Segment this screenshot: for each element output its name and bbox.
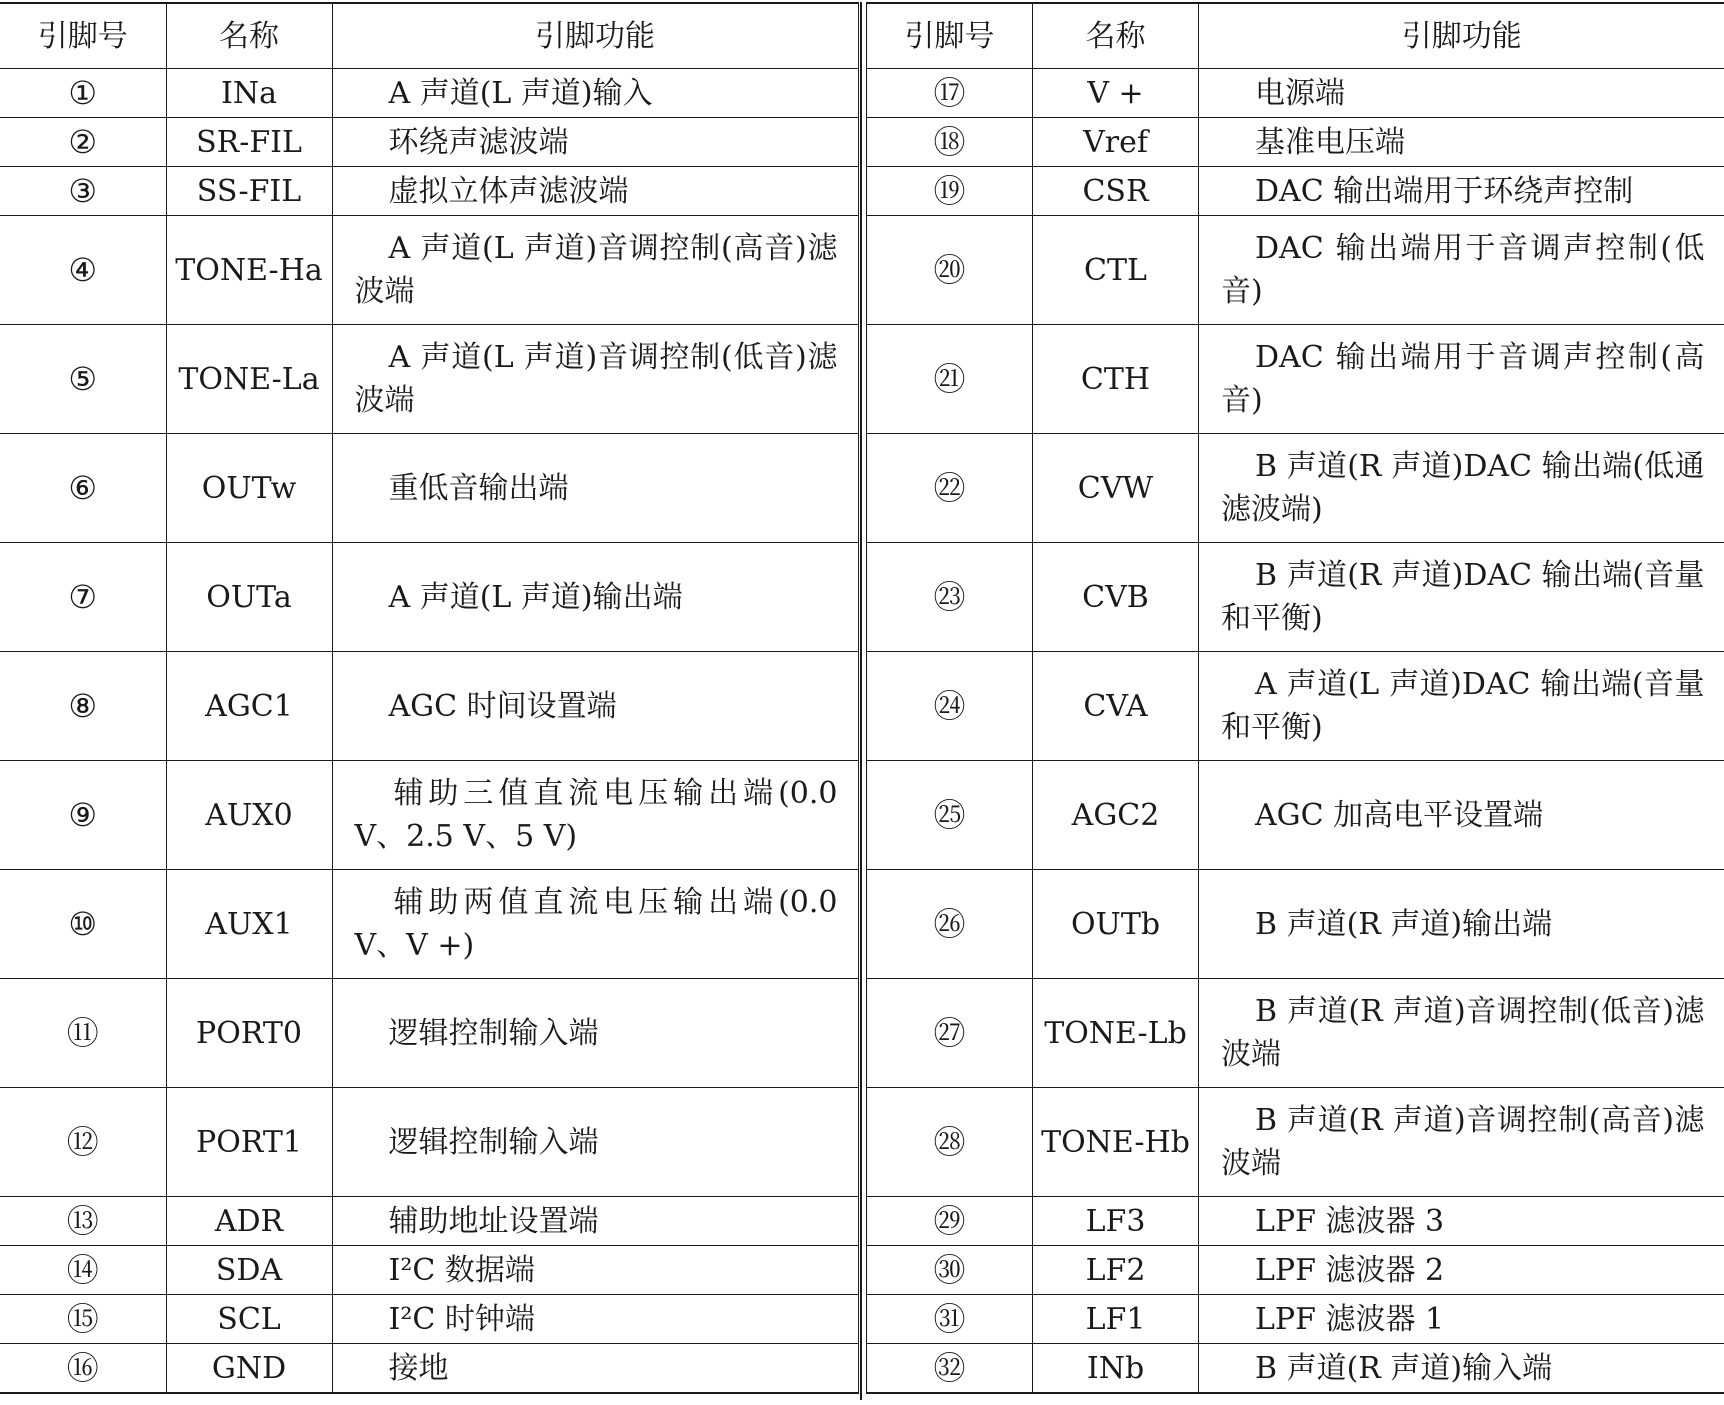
pin-function-text: 基准电压端 xyxy=(1255,124,1405,160)
table-row xyxy=(0,167,858,216)
pin-name-cell: CVB xyxy=(1033,543,1199,652)
pin-function-cell xyxy=(1199,434,1724,543)
table-row xyxy=(0,1295,858,1344)
pin-number-cell: ⑲ xyxy=(867,167,1033,216)
table-row xyxy=(0,325,858,434)
pin-number-cell: ㉘ xyxy=(867,1088,1033,1197)
pin-function-text: AGC 时间设置端 xyxy=(388,688,617,724)
pin-function-cell xyxy=(1199,652,1724,761)
header-pin-number: 引脚号 xyxy=(867,3,1033,69)
table-row xyxy=(867,979,1724,1088)
table-row xyxy=(0,652,858,761)
pin-function-cell xyxy=(332,69,858,118)
pin-name-cell: OUTa xyxy=(166,543,332,652)
pin-name-cell: SR-FIL xyxy=(166,118,332,167)
pin-function-cell xyxy=(1199,1088,1724,1197)
pin-number-cell: ⑱ xyxy=(867,118,1033,167)
pin-function-text: B 声道(R 声道)音调控制(低音)滤波端 xyxy=(1221,994,1705,1072)
pin-name-cell: LF3 xyxy=(1033,1197,1199,1246)
pin-number-cell: ④ xyxy=(0,216,166,325)
pin-number-cell: ⑮ xyxy=(0,1295,166,1344)
pin-function-text: 环绕声滤波端 xyxy=(388,124,569,160)
table-row xyxy=(0,1344,858,1394)
table-row xyxy=(0,761,858,870)
pin-name-cell: ADR xyxy=(166,1197,332,1246)
pin-name-cell: INb xyxy=(1033,1344,1199,1394)
pin-name-cell: SDA xyxy=(166,1246,332,1295)
header-pin-function: 引脚功能 xyxy=(1199,3,1724,69)
pin-number-cell: ㉔ xyxy=(867,652,1033,761)
pin-function-text: 虚拟立体声滤波端 xyxy=(388,173,629,209)
pin-function-text: DAC 输出端用于环绕声控制 xyxy=(1255,173,1634,209)
pin-function-cell xyxy=(1199,543,1724,652)
pin-name-cell: OUTw xyxy=(166,434,332,543)
pin-function-cell xyxy=(1199,979,1724,1088)
pin-number-cell: ㉜ xyxy=(867,1344,1033,1394)
pin-name-cell: TONE-La xyxy=(166,325,332,434)
table-row xyxy=(867,118,1724,167)
pin-number-cell: ⑯ xyxy=(0,1344,166,1394)
pin-function-text: A 声道(L 声道)输出端 xyxy=(388,579,683,615)
pin-function-cell xyxy=(1199,325,1724,434)
pin-name-cell: TONE-Hb xyxy=(1033,1088,1199,1197)
pin-function-cell xyxy=(1199,870,1724,979)
pin-name-cell: LF2 xyxy=(1033,1246,1199,1295)
pin-number-cell: ㉖ xyxy=(867,870,1033,979)
pin-number-cell: ⑳ xyxy=(867,216,1033,325)
pin-number-cell: ⑪ xyxy=(0,979,166,1088)
pin-table-left xyxy=(0,2,859,1394)
pin-function-text: A 声道(L 声道)音调控制(低音)滤波端 xyxy=(354,340,838,418)
pin-name-cell: CTL xyxy=(1033,216,1199,325)
pin-function-text: LPF 滤波器 1 xyxy=(1255,1301,1445,1337)
pin-function-cell xyxy=(332,761,858,870)
pin-function-text: I²C 数据端 xyxy=(388,1252,535,1288)
pin-function-text: 重低音输出端 xyxy=(388,470,569,506)
pin-function-text: B 声道(R 声道)DAC 输出端(低通滤波端) xyxy=(1221,449,1705,527)
pin-function-cell xyxy=(332,1246,858,1295)
pin-function-text: B 声道(R 声道)DAC 输出端(音量和平衡) xyxy=(1221,558,1705,636)
pin-function-text: B 声道(R 声道)输出端 xyxy=(1255,906,1553,942)
pin-function-text: I²C 时钟端 xyxy=(388,1301,535,1337)
pin-function-text: 逻辑控制输入端 xyxy=(388,1015,599,1051)
pin-function-text: B 声道(R 声道)音调控制(高音)滤波端 xyxy=(1221,1103,1705,1181)
pin-name-cell: CTH xyxy=(1033,325,1199,434)
pin-number-cell: ⑰ xyxy=(867,69,1033,118)
pin-function-text: B 声道(R 声道)输入端 xyxy=(1255,1350,1553,1386)
pin-function-text: A 声道(L 声道)输入 xyxy=(388,75,653,111)
table-row xyxy=(867,1295,1724,1344)
table-row xyxy=(867,167,1724,216)
pin-function-cell xyxy=(332,325,858,434)
pin-number-cell: ㉗ xyxy=(867,979,1033,1088)
pin-name-cell: LF1 xyxy=(1033,1295,1199,1344)
pin-number-cell: ㉚ xyxy=(867,1246,1033,1295)
pin-name-cell: AGC1 xyxy=(166,652,332,761)
pin-function-cell xyxy=(332,1197,858,1246)
pin-function-text: 电源端 xyxy=(1255,75,1345,111)
table-row xyxy=(0,118,858,167)
pin-function-cell xyxy=(1199,1344,1724,1394)
pin-number-cell: ① xyxy=(0,69,166,118)
pin-name-cell: AUX1 xyxy=(166,870,332,979)
table-row xyxy=(867,761,1724,870)
pin-name-cell: CSR xyxy=(1033,167,1199,216)
pin-function-cell xyxy=(1199,216,1724,325)
table-row xyxy=(0,216,858,325)
pin-number-cell: ㉕ xyxy=(867,761,1033,870)
column-divider xyxy=(860,2,862,1400)
pin-function-cell xyxy=(332,118,858,167)
header-pin-function: 引脚功能 xyxy=(332,3,858,69)
pin-function-cell xyxy=(1199,1295,1724,1344)
pin-number-cell: ⑥ xyxy=(0,434,166,543)
pin-number-cell: ⑭ xyxy=(0,1246,166,1295)
pin-function-text: 辅助三值直流电压输出端(0.0 V、2.5 V、5 V) xyxy=(354,776,838,854)
table-row xyxy=(0,870,858,979)
pin-table-right xyxy=(866,2,1724,1394)
table-row xyxy=(867,434,1724,543)
pin-function-cell xyxy=(332,1295,858,1344)
header-row-left xyxy=(0,3,858,69)
pin-name-cell: Vref xyxy=(1033,118,1199,167)
pin-number-cell: ㉛ xyxy=(867,1295,1033,1344)
pin-function-text: A 声道(L 声道)音调控制(高音)滤波端 xyxy=(354,231,838,309)
pin-name-cell: PORT1 xyxy=(166,1088,332,1197)
header-pin-name: 名称 xyxy=(1033,3,1199,69)
pin-name-cell: SCL xyxy=(166,1295,332,1344)
table-row xyxy=(0,979,858,1088)
pin-function-cell xyxy=(1199,1246,1724,1295)
pin-function-cell xyxy=(1199,761,1724,870)
table-row xyxy=(867,1197,1724,1246)
pin-function-text: LPF 滤波器 3 xyxy=(1255,1203,1445,1239)
pin-function-cell xyxy=(1199,1197,1724,1246)
pin-number-cell: ㉓ xyxy=(867,543,1033,652)
pin-name-cell: TONE-Lb xyxy=(1033,979,1199,1088)
pin-number-cell: ⑬ xyxy=(0,1197,166,1246)
pin-number-cell: ㉑ xyxy=(867,325,1033,434)
pin-function-text: 接地 xyxy=(388,1350,449,1386)
pin-name-cell: V + xyxy=(1033,69,1199,118)
pin-name-cell: SS-FIL xyxy=(166,167,332,216)
pin-function-cell xyxy=(332,216,858,325)
pin-function-text: AGC 加高电平设置端 xyxy=(1255,797,1544,833)
table-row xyxy=(867,216,1724,325)
pin-number-cell: ⑫ xyxy=(0,1088,166,1197)
pin-function-text: A 声道(L 声道)DAC 输出端(音量和平衡) xyxy=(1221,667,1705,745)
pin-function-cell xyxy=(1199,167,1724,216)
table-row xyxy=(867,1344,1724,1394)
header-pin-name: 名称 xyxy=(166,3,332,69)
header-pin-number: 引脚号 xyxy=(0,3,166,69)
pin-number-cell: ⑦ xyxy=(0,543,166,652)
pin-function-cell xyxy=(332,1344,858,1394)
pin-name-cell: PORT0 xyxy=(166,979,332,1088)
pin-function-cell xyxy=(332,543,858,652)
pin-name-cell: CVW xyxy=(1033,434,1199,543)
pin-number-cell: ㉙ xyxy=(867,1197,1033,1246)
pin-number-cell: ⑨ xyxy=(0,761,166,870)
table-row xyxy=(867,1246,1724,1295)
pin-name-cell: CVA xyxy=(1033,652,1199,761)
pin-name-cell: INa xyxy=(166,69,332,118)
table-row xyxy=(867,69,1724,118)
pin-number-cell: ⑩ xyxy=(0,870,166,979)
pin-name-cell: GND xyxy=(166,1344,332,1394)
pin-function-text: 逻辑控制输入端 xyxy=(388,1124,599,1160)
pin-number-cell: ㉒ xyxy=(867,434,1033,543)
table-row xyxy=(0,1088,858,1197)
pin-name-cell: AGC2 xyxy=(1033,761,1199,870)
pin-function-cell xyxy=(1199,118,1724,167)
header-row-right xyxy=(867,3,1724,69)
pin-function-text: DAC 输出端用于音调声控制(低音) xyxy=(1221,231,1705,309)
table-row xyxy=(0,1246,858,1295)
table-row xyxy=(0,434,858,543)
table-row xyxy=(867,325,1724,434)
pin-function-cell xyxy=(332,167,858,216)
table-row xyxy=(0,543,858,652)
table-row xyxy=(867,652,1724,761)
pin-function-cell xyxy=(332,979,858,1088)
pin-function-cell xyxy=(332,652,858,761)
table-row xyxy=(867,870,1724,979)
table-row xyxy=(0,69,858,118)
pin-number-cell: ⑤ xyxy=(0,325,166,434)
pin-number-cell: ③ xyxy=(0,167,166,216)
table-row xyxy=(0,1197,858,1246)
pin-function-cell xyxy=(332,1088,858,1197)
pin-function-text: 辅助地址设置端 xyxy=(388,1203,599,1239)
pin-function-text: DAC 输出端用于音调声控制(高音) xyxy=(1221,340,1705,418)
pin-function-cell xyxy=(332,870,858,979)
pin-name-cell: AUX0 xyxy=(166,761,332,870)
pin-function-text: LPF 滤波器 2 xyxy=(1255,1252,1445,1288)
pin-name-cell: TONE-Ha xyxy=(166,216,332,325)
pin-name-cell: OUTb xyxy=(1033,870,1199,979)
pin-function-text: 辅助两值直流电压输出端(0.0 V、V +) xyxy=(354,885,838,963)
table-row xyxy=(867,1088,1724,1197)
pin-number-cell: ② xyxy=(0,118,166,167)
pin-function-cell xyxy=(1199,69,1724,118)
table-row xyxy=(867,543,1724,652)
pin-function-cell xyxy=(332,434,858,543)
pin-number-cell: ⑧ xyxy=(0,652,166,761)
